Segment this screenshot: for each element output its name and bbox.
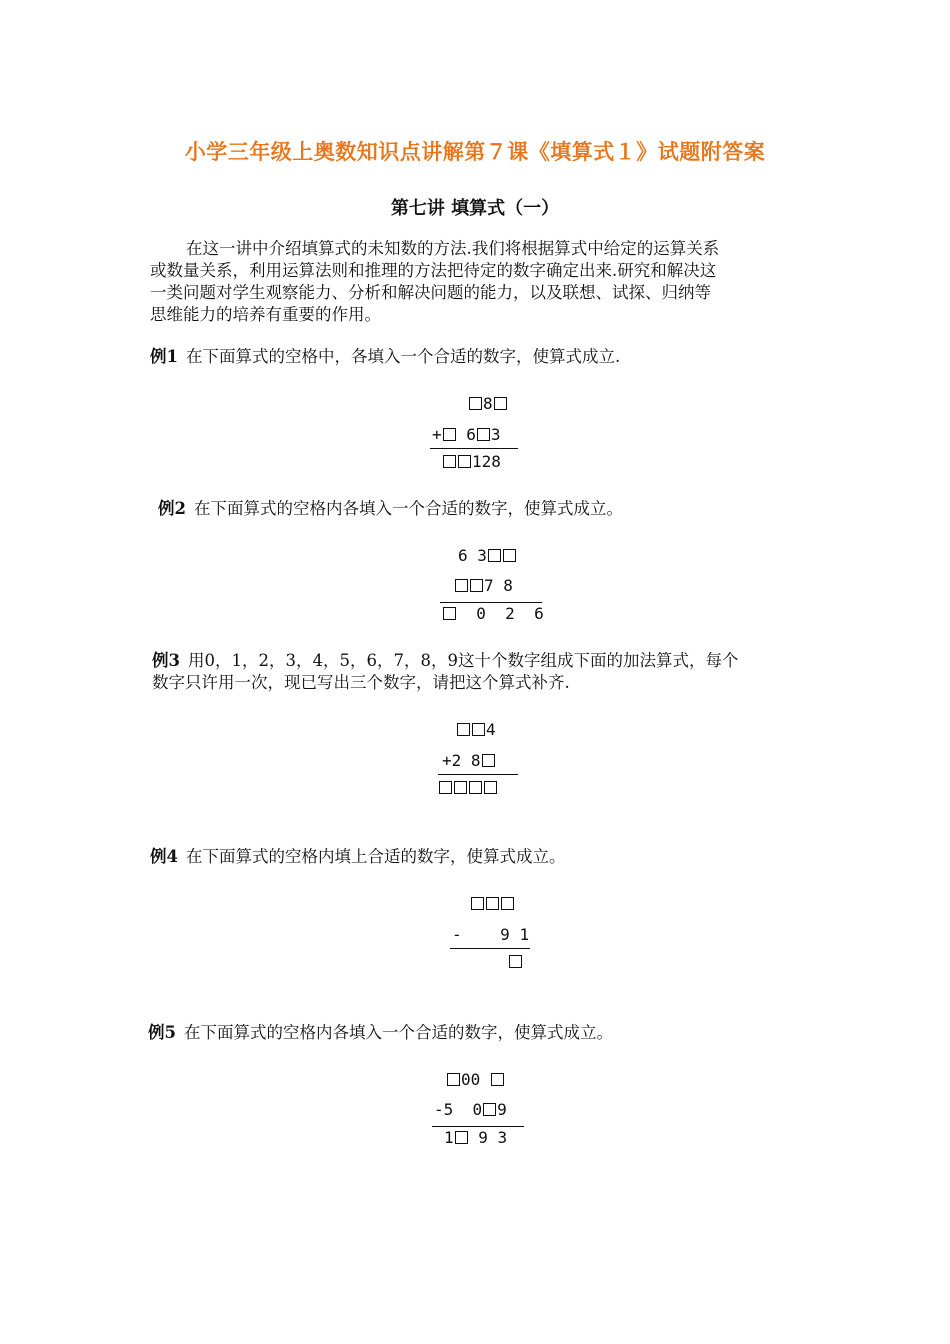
example-line <box>152 650 812 672</box>
example-text: 在下面算式的空格内填上合适的数字，使算式成立。 <box>185 847 566 866</box>
equation-row: -5 0 9 <box>434 1100 507 1119</box>
example-label: 例1 <box>150 347 178 366</box>
blank-box <box>486 897 499 910</box>
equation-4 <box>450 892 540 976</box>
blank-box <box>472 723 485 736</box>
intro-line: 在这一讲中介绍填算式的未知数的方法.我们将根据算式中给定的运算关系 <box>186 239 720 258</box>
example-text: 用0，1，2，3，4，5，6，7，8，9这十个数字组成下面的加法算式，每个 <box>187 651 739 670</box>
blank-box <box>470 579 483 592</box>
lecture-title: 第七讲 填算式（一） <box>390 198 560 219</box>
blank-box <box>469 781 482 794</box>
blank-box <box>501 897 514 910</box>
blank-box <box>484 781 497 794</box>
blank-box <box>482 754 495 767</box>
sum-line <box>430 448 518 449</box>
equation-row: 1 9 3 <box>444 1128 508 1147</box>
equation-row <box>470 894 515 914</box>
equation-row: 0 2 6 <box>442 604 544 624</box>
equation-5 <box>432 1070 532 1154</box>
example-5 <box>148 1022 808 1044</box>
blank-box <box>455 1131 468 1144</box>
blank-box <box>471 897 484 910</box>
example-line: 数字只许用一次，现已写出三个数字，请把这个算式补齐. <box>152 673 570 692</box>
equation-row: +2 8 <box>442 751 496 771</box>
equation-row: 7 8 <box>454 576 513 596</box>
blank-box <box>458 455 471 468</box>
blank-box <box>443 455 456 468</box>
equation-row: 6 3 <box>458 546 517 566</box>
example-2 <box>158 498 818 520</box>
example-label: 例3 <box>152 651 180 670</box>
blank-box <box>443 607 456 620</box>
example-label: 例2 <box>158 499 186 518</box>
equation-row: 4 <box>456 720 496 740</box>
equation-row: 00 <box>446 1070 505 1090</box>
intro-line: 思维能力的培养有重要的作用。 <box>150 305 381 324</box>
blank-box <box>443 428 456 441</box>
blank-box <box>469 397 482 410</box>
example-text: 在下面算式的空格中，各填入一个合适的数字，使算式成立. <box>185 347 621 366</box>
intro-line: 或数量关系，利用运算法则和推理的方法把待定的数字确定出来.研究和解决这 <box>150 261 717 280</box>
equation-row: 8 <box>468 394 508 414</box>
intro-paragraph <box>150 238 800 326</box>
equation-row: + 6 3 <box>432 425 501 444</box>
example-text: 在下面算式的空格内各填入一个合适的数字，使算式成立。 <box>183 1023 613 1042</box>
blank-box <box>455 579 468 592</box>
equation-row <box>508 952 523 972</box>
example-text: 在下面算式的空格内各填入一个合适的数字，使算式成立。 <box>193 499 623 518</box>
document-title: 小学三年级上奥数知识点讲解第７课《填算式１》试题附答案 <box>184 140 766 164</box>
blank-box <box>477 428 490 441</box>
equation-2 <box>440 546 550 630</box>
difference-line <box>440 602 542 603</box>
sum-line <box>438 774 518 775</box>
blank-box <box>454 781 467 794</box>
example-4 <box>150 846 810 868</box>
example-1 <box>150 346 810 368</box>
intro-line: 一类问题对学生观察能力、分析和解决问题的能力，以及联想、试探、归纳等 <box>150 283 711 302</box>
difference-line <box>450 948 530 949</box>
equation-3 <box>438 718 528 802</box>
blank-box <box>457 723 470 736</box>
blank-box <box>491 1073 504 1086</box>
blank-box <box>447 1073 460 1086</box>
example-label: 例5 <box>148 1023 176 1042</box>
example-3 <box>152 650 812 694</box>
blank-box <box>494 397 507 410</box>
blank-box <box>488 549 501 562</box>
blank-box <box>439 781 452 794</box>
blank-box <box>503 549 516 562</box>
blank-box <box>509 955 522 968</box>
equation-row: - 9 1 <box>452 925 530 944</box>
equation-1 <box>430 392 530 476</box>
difference-line <box>432 1126 524 1127</box>
example-label: 例4 <box>150 847 178 866</box>
equation-row <box>438 778 498 798</box>
equation-row: 128 <box>442 452 501 472</box>
blank-box <box>483 1103 496 1116</box>
